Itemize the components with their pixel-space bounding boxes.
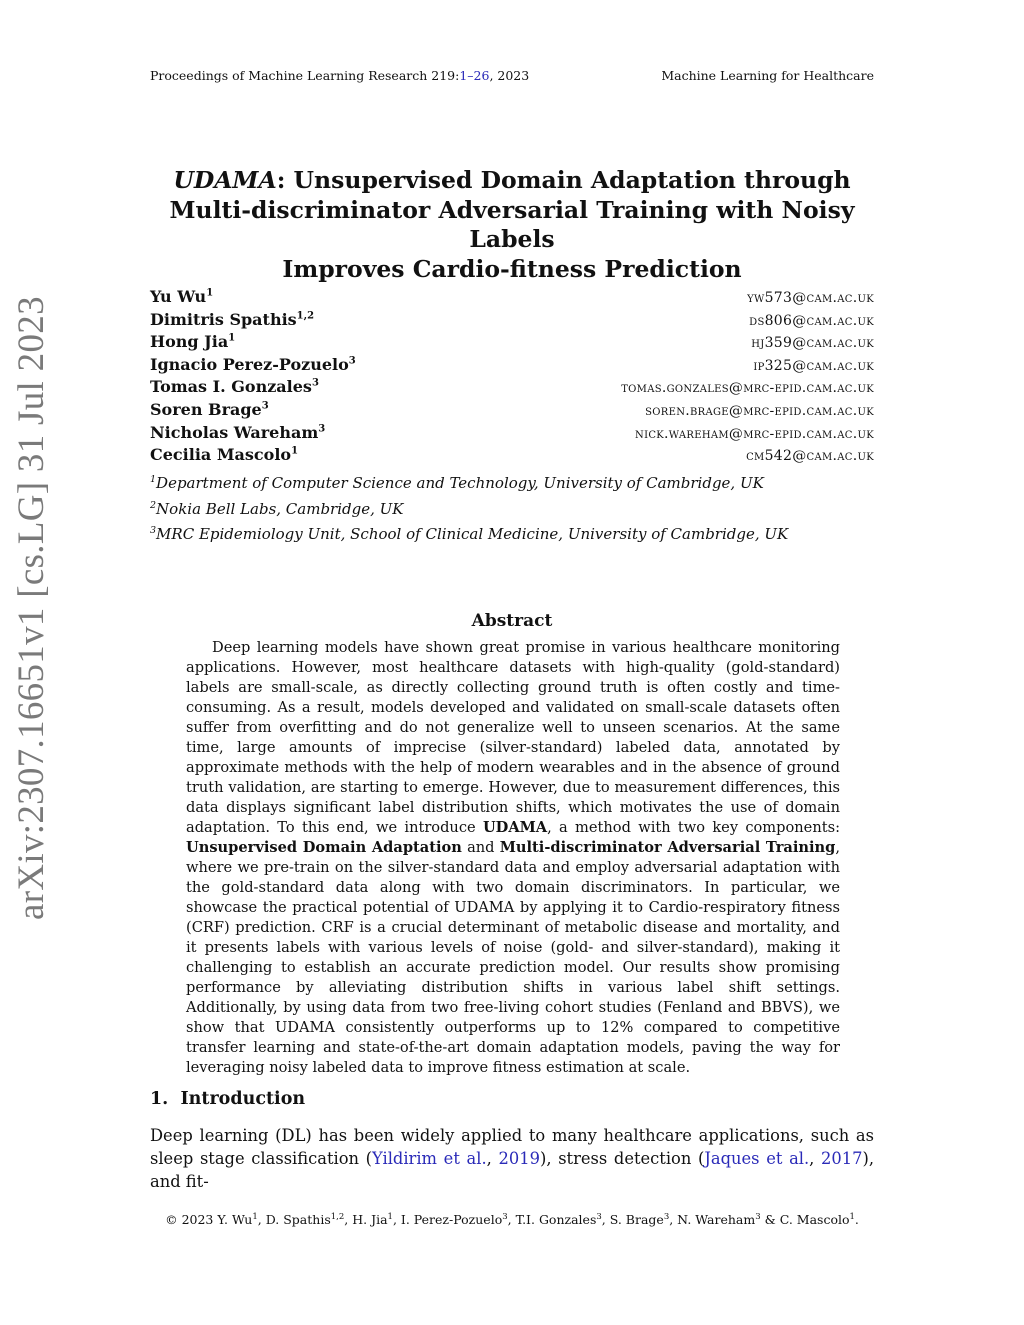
- author-row: [150, 377, 874, 400]
- author-row: [150, 287, 874, 310]
- citation-year-link[interactable]: 2017: [821, 1149, 863, 1168]
- author-email[interactable]: hj359@cam.ac.uk: [751, 335, 874, 352]
- author-name: Yu Wu$^1$: [150, 287, 214, 306]
- author-row: [150, 355, 874, 378]
- intro-paragraph: Deep learning (DL) has been widely applied to many healthcare applications, such as sleep stage classification (Yildirim et al., 2019), stress detection (Jaques et al., 2017), and fit-: [150, 1126, 874, 1191]
- author-name: Nicholas Wareham$^3$: [150, 422, 326, 442]
- title-line-1: [130, 166, 894, 196]
- abstract-body: Deep learning models have shown great promise in various healthcare monitoring applications. However, most healthcare datasets with high-quality (gold-standard) labels are small-scale, as directly collecting ground truth is often costly and time-consuming. As a result, models developed and validated on small-scale datasets often suffer from overfitting and do not generalize well to unseen scenarios. At the same time, large amounts of imprecise (silver-standard) labeled data, annotated by approximate methods with the help of modern wearables and in the absence of ground truth validation, are starting to emerge. However, due to measurement differences, this data displays significant label distribution shifts, which motivates the use of domain adaptation. To this end, we introduce UDAMA, a method with two key components: Unsupervised Domain Adaptation and Multi-discriminator Adversarial Training, where we pre-train on the silver-standard data and employ adversarial adaptation with the gold-standard data along with two domain discriminators. In particular, we showcase the practical potential of UDAMA by applying it to Cardio-respiratory fitness (CRF) prediction. CRF is a crucial determinant of metabolic disease and mortality, and it presents labels with various levels of noise (gold- and silver-standard), making it challenging to establish an accurate prediction model. Our results show promising performance by alleviating distribution shifts in various label shift settings. Additionally, by using data from two free-living cohort studies (Fenland and BBVS), we show that UDAMA consistently outperforms up to 12% compared to competitive transfer learning and state-of-the-art domain adaptation models, paving the way for leveraging noisy labeled data to improve fitness estimation at scale.: [186, 639, 841, 1076]
- pages-link[interactable]: 1–26: [459, 68, 490, 83]
- copyright-footer: © 2023 Y. Wu$^1$, D. Spathis$^{1,2}$, H. Jia$^1$, I. Perez-Pozuelo$^3$, T.I. Gonzales$^3$, S. Brage$^3$, N. Wareham$^3$ & C. Mascolo$^1$.: [165, 1212, 859, 1228]
- author-email[interactable]: ds806@cam.ac.uk: [749, 312, 874, 329]
- author-row: [150, 400, 874, 423]
- title-acronym: UDAMA: [173, 166, 277, 194]
- citation-year-link[interactable]: 2019: [498, 1149, 540, 1168]
- author-name: Dimitris Spathis$^{1,2}$: [150, 309, 315, 329]
- affiliation: $^3$MRC Epidemiology Unit, School of Clinical Medicine, University of Cambridge, UK: [150, 525, 789, 544]
- author-email[interactable]: soren.brage@mrc-epid.cam.ac.uk: [645, 402, 874, 419]
- proceedings-year: , 2023: [489, 68, 530, 83]
- author-email[interactable]: tomas.gonzales@mrc-epid.cam.ac.uk: [621, 380, 874, 397]
- section-heading: 1. Introduction: [150, 1089, 306, 1109]
- abstract-heading: Abstract: [471, 611, 553, 631]
- author-list: [150, 287, 874, 468]
- author-row: [150, 445, 874, 468]
- affiliation: $^1$Department of Computer Science and Technology, University of Cambridge, UK: [150, 474, 764, 492]
- author-row: [150, 423, 874, 446]
- author-name: Tomas I. Gonzales$^3$: [150, 377, 319, 397]
- proceedings-label: Proceedings of Machine Learning Research 219:: [150, 68, 460, 83]
- author-name: Cecilia Mascolo$^1$: [150, 445, 299, 465]
- author-row: [150, 310, 874, 333]
- running-header-right: Machine Learning for Healthcare: [661, 68, 874, 83]
- author-name: Soren Brage$^3$: [150, 399, 269, 419]
- author-email[interactable]: cm542@cam.ac.uk: [746, 448, 874, 465]
- citation-link[interactable]: Jaques et al.: [704, 1149, 810, 1168]
- author-email[interactable]: yw573@cam.ac.uk: [747, 290, 874, 306]
- arxiv-stamp: arXiv:2307.16651v1 [cs.LG] 31 Jul 2023: [11, 296, 52, 920]
- running-header-left: [150, 68, 529, 83]
- author-email[interactable]: nick.wareham@mrc-epid.cam.ac.uk: [635, 425, 874, 442]
- paper-title: [130, 166, 894, 284]
- author-row: [150, 332, 874, 355]
- author-name: Hong Jia$^1$: [150, 332, 236, 352]
- title-line-3: Improves Cardio-fitness Prediction: [282, 254, 742, 283]
- title-line-2: Multi-discriminator Adversarial Training with Noisy Labels: [169, 195, 855, 253]
- author-name: Ignacio Perez-Pozuelo$^3$: [150, 354, 356, 374]
- citation-link[interactable]: Yildirim et al.: [372, 1149, 487, 1168]
- title-line-1-rest: : Unsupervised Domain Adaptation through: [276, 166, 851, 194]
- affiliation: $^2$Nokia Bell Labs, Cambridge, UK: [150, 499, 404, 518]
- author-email[interactable]: ip325@cam.ac.uk: [753, 357, 874, 374]
- affiliations: [150, 469, 788, 546]
